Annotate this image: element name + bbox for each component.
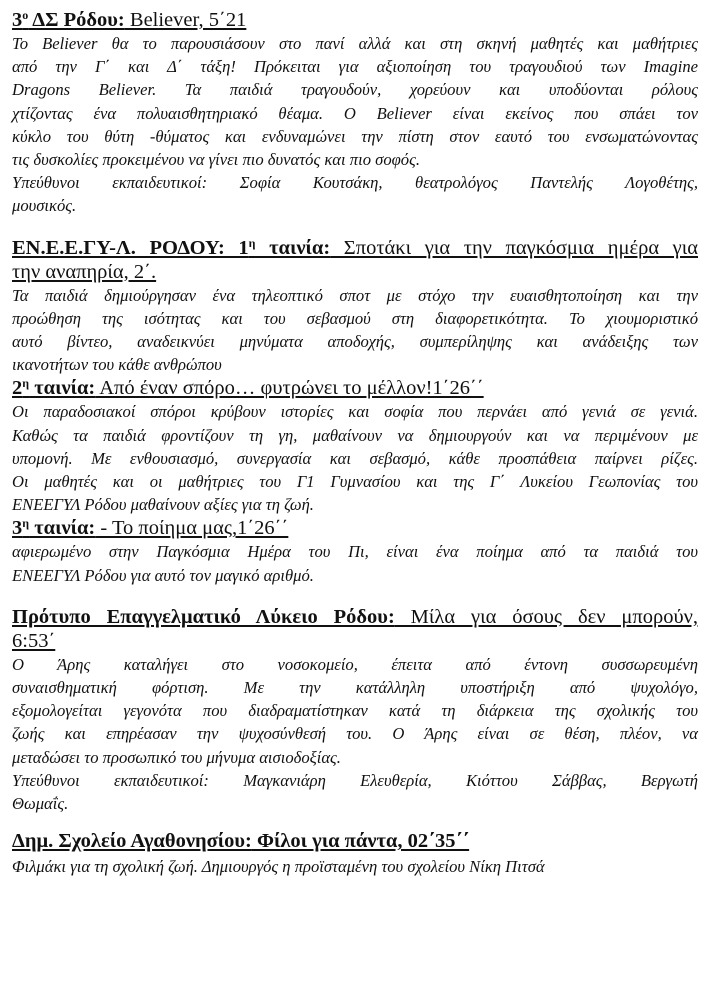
body-line: εξομολογείται γεγονότα που διαδραματίστηκαν κατά τη διάρκεια της σχολικής του <box>12 701 698 721</box>
section-heading <box>12 8 698 32</box>
heading-bold: 3 <box>12 517 23 540</box>
heading-superscript: η <box>22 516 30 531</box>
responsible-teachers-line: μουσικός. <box>12 196 77 216</box>
heading-bold-label: ταινία: <box>29 377 96 400</box>
section-heading <box>12 516 698 540</box>
heading-bold-label: ΔΣ Ρόδου: <box>28 9 125 31</box>
document-page <box>12 8 698 878</box>
body-line: Οι μαθητές και οι μαθήτριες του Γ1 Γυμνασίου και της Γ΄ Λυκείου Γεωπονίας του <box>12 472 698 492</box>
heading-title: Φίλοι για πάντα, 02΄35΄΄ <box>251 830 470 853</box>
section-3rd-ds-rodou <box>12 8 698 218</box>
body-line: τις δυσκολίες προκειμένου να γίνει πιο δυνατός και πιο σοφός. <box>12 150 420 170</box>
body-line: ικανοτήτων του κάθε ανθρώπου <box>12 355 222 375</box>
heading-bold: Πρότυπο Επαγγελματικό Λύκειο Ρόδου: <box>12 605 395 628</box>
body-line: χτίζοντας ένα πολυαισθητηριακό θέαμα. Ο Believer είναι εκείνος που σπάει τον <box>12 103 698 123</box>
section-body <box>12 653 698 815</box>
body-line: αφιερωμένο στην Παγκόσμια Ημέρα του Πι, είναι ένα ποίημα από τα παιδιά του <box>12 542 698 562</box>
heading-bold: 3 <box>12 9 23 31</box>
responsible-teachers-line: Υπεύθυνοι εκπαιδευτικοί: Μαγκανιάρη Ελευθερία, Κιόττου Σάββας, Βεργωτή <box>12 770 698 790</box>
heading-bold-label: ταινία: <box>29 517 96 540</box>
heading-title: - Το ποίημα μας,1΄26΄΄ <box>95 517 289 540</box>
heading-title: Από έναν σπόρο… φυτρώνει το μέλλον!1΄26΄΄ <box>95 377 484 400</box>
body-line: κύκλο του θύτη -θύματος και ενδυναμώνει την πίστη στον εαυτό του ενσωματώνοντας <box>12 126 698 146</box>
body-line: υπομονή. Με ενθουσιασμό, συνεργασία και σεβασμό, κάθε προσπάθεια παίρνει ρίζες. <box>12 448 698 468</box>
responsible-teachers-line: Υπεύθυνοι εκπαιδευτικοί: Σοφία Κουτσάκη, θεατρολόγος Παντελής Λογοθέτης, <box>12 173 698 193</box>
section-protypo-epal-rodou <box>12 605 698 815</box>
section-eneegyl-film-1 <box>12 236 698 377</box>
section-body <box>12 284 698 377</box>
body-line: Οι παραδοσιακοί σπόροι κρύβουν ιστορίες και σοφία που περνάει από γενιά σε γενιά. <box>12 402 698 422</box>
section-heading <box>12 236 698 284</box>
section-eneegyl-film-2 <box>12 376 698 516</box>
body-line: Φιλμάκι για τη σχολική ζωή. Δημιουργός η προϊσταμένη του σχολείου Νίκη Πιτσά <box>12 857 545 877</box>
heading-line <box>12 629 698 653</box>
section-body <box>12 540 698 586</box>
section-body <box>12 32 698 218</box>
section-body <box>12 400 698 516</box>
body-line: Καθώς τα παιδιά φροντίζουν τη γη, μαθαίνουν να δημιουργούν και να περιμένουν με <box>12 425 698 445</box>
body-line: από την Γ΄ και Δ΄ τάξη! Πρόκειται για αξιοποίηση του τραγουδιού των Imagine <box>12 57 698 77</box>
body-line: ΕΝΕΕΓΥΛ Ρόδου για αυτό τον μαγικό αριθμό. <box>12 565 314 585</box>
heading-title: την αναπηρία, 2΄. <box>12 260 157 283</box>
heading-superscript: ο <box>22 8 29 22</box>
body-line: μεταδώσει το προσωπικό του μήνυμα αισιοδοξίας. <box>12 747 341 767</box>
section-dim-scholeio-agathonisiou <box>12 829 698 878</box>
heading-line <box>12 516 698 540</box>
section-heading <box>12 376 698 400</box>
heading-line <box>12 605 698 629</box>
body-line: Ο Άρης καταλήγει στο νοσοκομείο, έπειτα από έντονη συσσωρευμένη <box>12 654 698 674</box>
section-heading <box>12 829 698 853</box>
heading-bold: Δημ. Σχολείο Αγαθονησίου: <box>12 830 252 853</box>
section-heading <box>12 605 698 653</box>
body-line: ΕΝΕΕΓΥΛ Ρόδου μαθαίνουν αξίες για τη ζωή. <box>12 495 314 515</box>
body-line: συναισθηματική φόρτιση. Με την κατάλληλη υποστήριξη από ψυχολόγο, <box>12 678 698 698</box>
body-line: ζωής και επηρέασαν την ψυχοσύνθεσή του. Ο Άρης είναι σε θέση, πλέον, να <box>12 724 698 744</box>
heading-title: Σποτάκι για την παγκόσμια ημέρα για <box>330 236 698 259</box>
heading-title: Believer, 5΄21 <box>124 9 247 31</box>
body-line: προώθηση της ισότητας και του σεβασμού στη διαφορετικότητα. Το χιουμοριστικό <box>12 308 698 328</box>
heading-title: Μίλα για όσους δεν μπορούν, <box>394 605 698 628</box>
heading-line <box>12 376 698 400</box>
body-line: Τα παιδιά δημιούργησαν ένα τηλεοπτικό σποτ με στόχο την ευαισθητοποίηση και την <box>12 285 698 305</box>
heading-bold: ΕΝ.Ε.Ε.ΓΥ-Λ. ΡΟΔΟΥ: 1 <box>12 236 249 259</box>
section-eneegyl-film-3 <box>12 516 698 586</box>
body-line: αυτό βίντεο, αναδεικνύει μηνύματα αποδοχής, συμπερίληψης και ανάδειξης των <box>12 332 698 352</box>
heading-line <box>12 829 698 853</box>
responsible-teachers-line: Θωμαΐς. <box>12 794 69 814</box>
body-line: Dragons Believer. Τα παιδιά τραγουδούν, χορεύουν και υποδύονται ρόλους <box>12 80 698 100</box>
heading-bold: 2 <box>12 377 23 400</box>
heading-superscript: η <box>248 235 256 250</box>
body-line: Το Believer θα το παρουσιάσουν στο πανί αλλά και στη σκηνή μαθητές και μαθήτριες <box>12 34 698 53</box>
heading-superscript: η <box>22 376 30 391</box>
heading-line <box>12 260 698 284</box>
heading-line <box>12 236 698 260</box>
section-body <box>12 855 698 878</box>
heading-line <box>12 8 698 32</box>
heading-bold-label: ταινία: <box>255 236 331 259</box>
heading-title: 6:53΄ <box>12 629 56 652</box>
